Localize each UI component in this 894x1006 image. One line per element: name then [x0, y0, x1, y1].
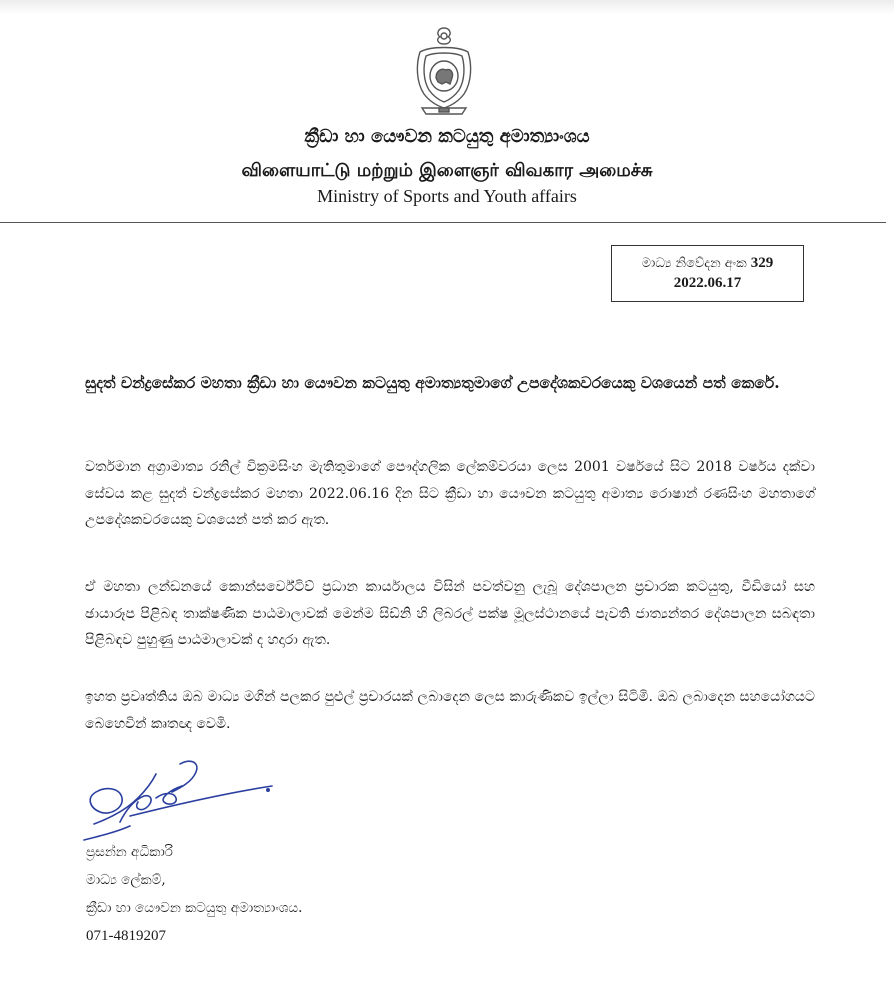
- header-divider: [0, 222, 886, 223]
- release-date: 2022.06.17: [673, 275, 742, 291]
- body-paragraph-1: වර්තමාන අග්‍රාමාත්‍ය රනිල් වික්‍රමසිංහ මැතිතුමාගේ පෞද්ගලික ලේකම්වරයා ලෙස 2001 වර්ෂයේ සිට 2018 වර්ෂය දක්වා සේවය කළ සුදත් චන්ද්‍රසේකර මහතා 2022.06.16 දින සිට ක්‍රීඩා හා යෞවන කටයුතු අමාත්‍ය රොෂාන් රණසිංහ මහතාගේ උපදේශකවරයෙකු වශයෙන් පත් කර ඇත.: [85, 459, 815, 528]
- signatory-ministry: ක්‍රීඩා හා යෞවන කටයුතු අමාත්‍යාංශය.: [86, 900, 303, 916]
- signatory-title: මාධ්‍ය ලේකම්,: [86, 872, 166, 888]
- body-paragraph-3: ඉහත ප්‍රවෘත්තිය ඔබ මාධ්‍ය මගින් පලකර පුළුල් ප්‍රචාරයක් ලබාදෙන ලෙස කාරුණිකව ඉල්ලා සිටිමි. ඔබ ලබාදෙන සහයෝගයට බෙහෙවින් කෘතඥ වෙමි.: [85, 689, 815, 732]
- scan-shadow: [0, 0, 894, 14]
- release-label: මාධ්‍ය නිවේදන අංක: [641, 256, 747, 271]
- contact-phone: 071-4819207: [86, 928, 166, 944]
- ministry-name-tamil: விளையாட்டு மற்றும் இளைஞர் விவகார அமைச்சு: [241, 160, 653, 181]
- ministry-name-sinhala: ක්‍රීඩා හා යෞවන කටයුතු අමාත්‍යාංශය: [304, 126, 590, 147]
- press-release-headline: සුදත් චන්ද්‍රසේකර මහතා ක්‍රීඩා හා යෞවන කටයුතු අමාත්‍යතුමාගේ උපදේශකවරයෙකු වශයෙන් පත් කෙරේ.: [85, 373, 780, 392]
- release-number: 329: [750, 255, 774, 271]
- sri-lanka-emblem-icon: [410, 24, 478, 116]
- release-number-line: [612, 254, 803, 273]
- signatory-name: ප්‍රසන්න අධිකාරි: [86, 844, 173, 860]
- ministry-name-english: Ministry of Sports and Youth affairs: [317, 186, 577, 206]
- handwritten-signature: [60, 752, 290, 848]
- release-number-box: [611, 245, 804, 302]
- body-paragraph-2: ඒ මහතා ලන්ඩනයේ කොන්සර්වේටිව් ප්‍රධාන කාර්යාලය විසින් පවත්වනු ලැබූ දේශපාලන ප්‍රචාරක කටයුතු, වීඩියෝ සහ ඡායාරූප පිළිබඳ තාක්ෂණික පාඨමාලාවක් මෙන්ම සිඩ්නි හි ලිබරල් පක්ෂ මූලස්ථානයේ පැවති ජාත්‍යන්තර දේශපාලන සබඳතා පිළිබඳව පුහුණු පාඨමාලාවක් ද හදාරා ඇත.: [85, 579, 815, 648]
